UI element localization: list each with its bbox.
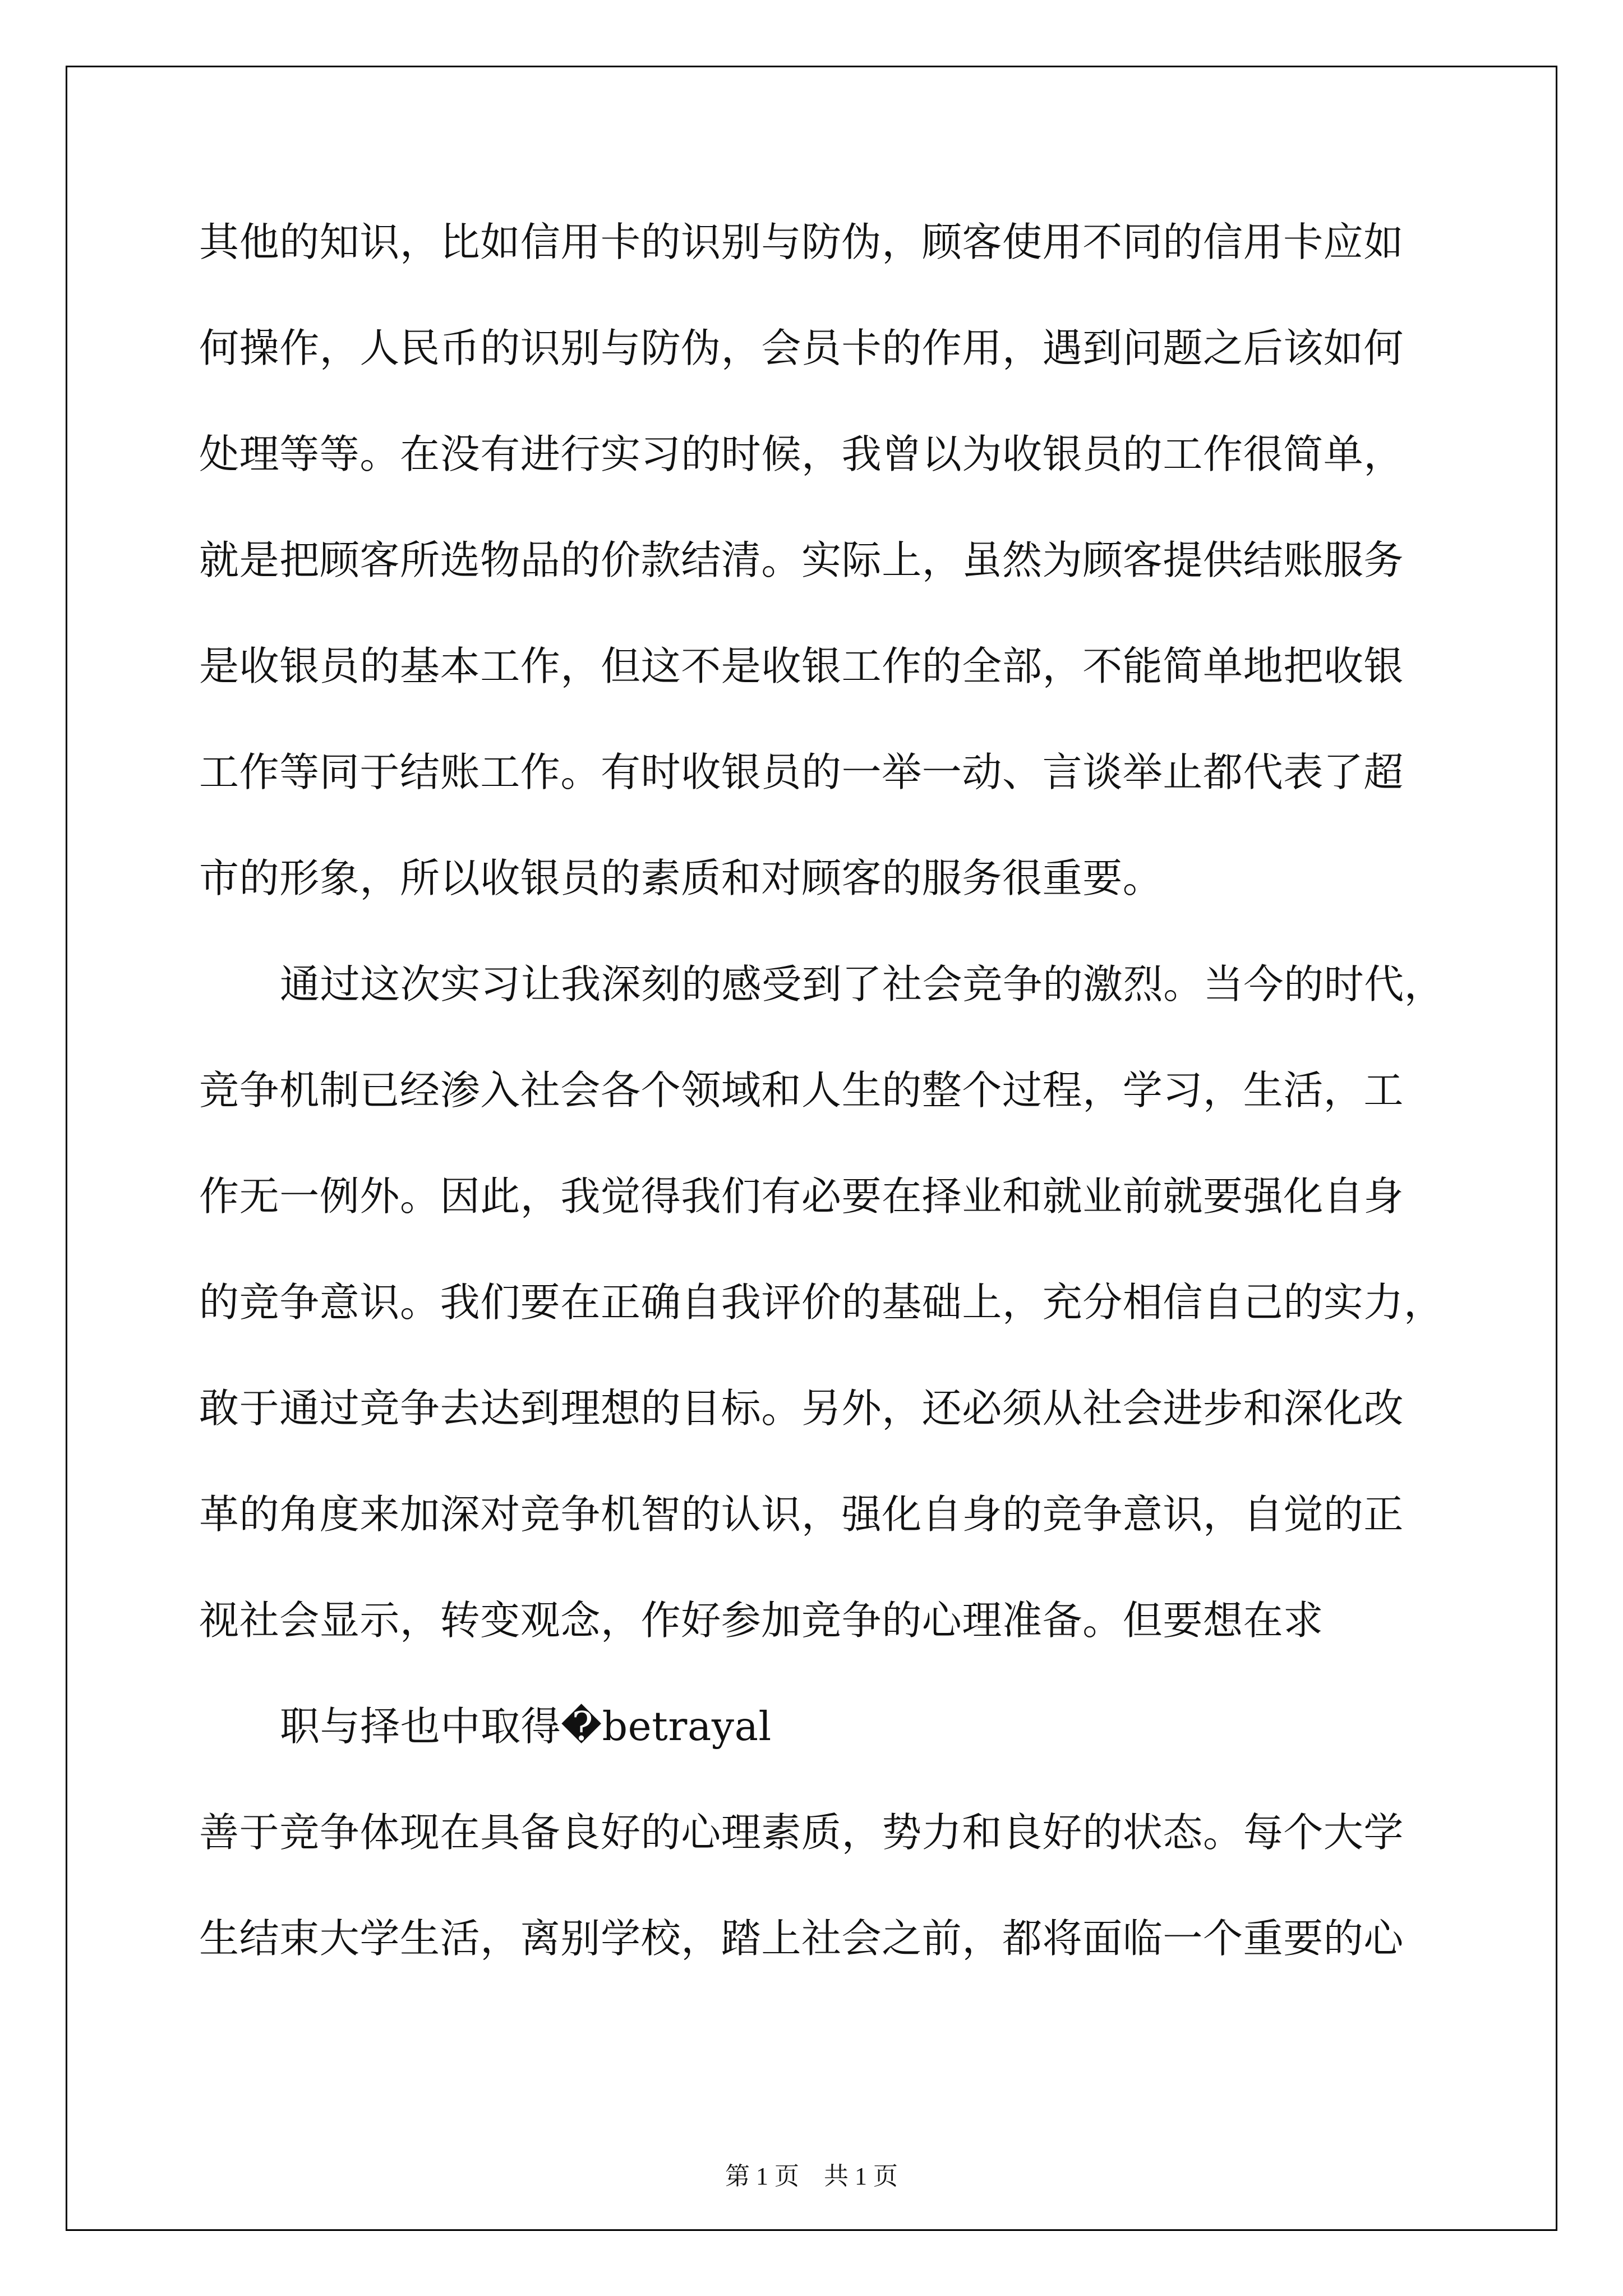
text-line: 革的角度来加深对竞争机智的认识，强化自身的竞争意识，自觉的正 xyxy=(199,1491,1404,1538)
page-number-footer: 第 1 页 共 1 页 xyxy=(725,2162,898,2190)
text-line: 市的形象，所以收银员的素质和对顾客的服务很重要。 xyxy=(199,855,1163,901)
text-line: 处理等等。在没有进行实习的时候，我曾以为收银员的工作很简单， xyxy=(199,431,1404,477)
text-line: 是收银员的基本工作，但这不是收银工作的全部，不能简单地把收银 xyxy=(199,643,1404,689)
text-line: 就是把顾客所选物品的价款结清。实际上，虽然为顾客提供结账服务 xyxy=(199,537,1404,583)
text-line: 工作等同于结账工作。有时收银员的一举一动、言谈举止都代表了超 xyxy=(199,749,1404,795)
text-line: 竞争机制已经渗入社会各个领域和人生的整个过程，学习，生活，工 xyxy=(199,1067,1404,1114)
text-line: 的竞争意识。我们要在正确自我评价的基础上，充分相信自己的实力， xyxy=(199,1279,1444,1326)
paragraph-start-line: 通过这次实习让我深刻的感受到了社会竞争的激烈。当今的时代， xyxy=(280,961,1445,1007)
document-body xyxy=(199,203,1445,2005)
text-line: 善于竞争体现在具备良好的心理素质，势力和良好的状态。每个大学 xyxy=(199,1809,1404,1856)
text-line: 生结束大学生活，离别学校，踏上社会之前，都将面临一个重要的心 xyxy=(199,1915,1404,1962)
text-line: 敢于通过竞争去达到理想的目标。另外，还必须从社会进步和深化改 xyxy=(199,1385,1404,1432)
text-line: 其他的知识，比如信用卡的识别与防伪，顾客使用不同的信用卡应如 xyxy=(199,219,1404,265)
text-line: 何操作，人民币的识别与防伪，会员卡的作用，遇到问题之后该如何 xyxy=(199,325,1404,371)
text-line: 视社会显示，转变观念，作好参加竞争的心理准备。但要想在求 xyxy=(199,1597,1324,1644)
paragraph-start-line: 职与择也中取得�betrayal xyxy=(280,1703,772,1750)
text-line: 作无一例外。因此，我觉得我们有必要在择业和就业前就要强化自身 xyxy=(199,1173,1404,1220)
